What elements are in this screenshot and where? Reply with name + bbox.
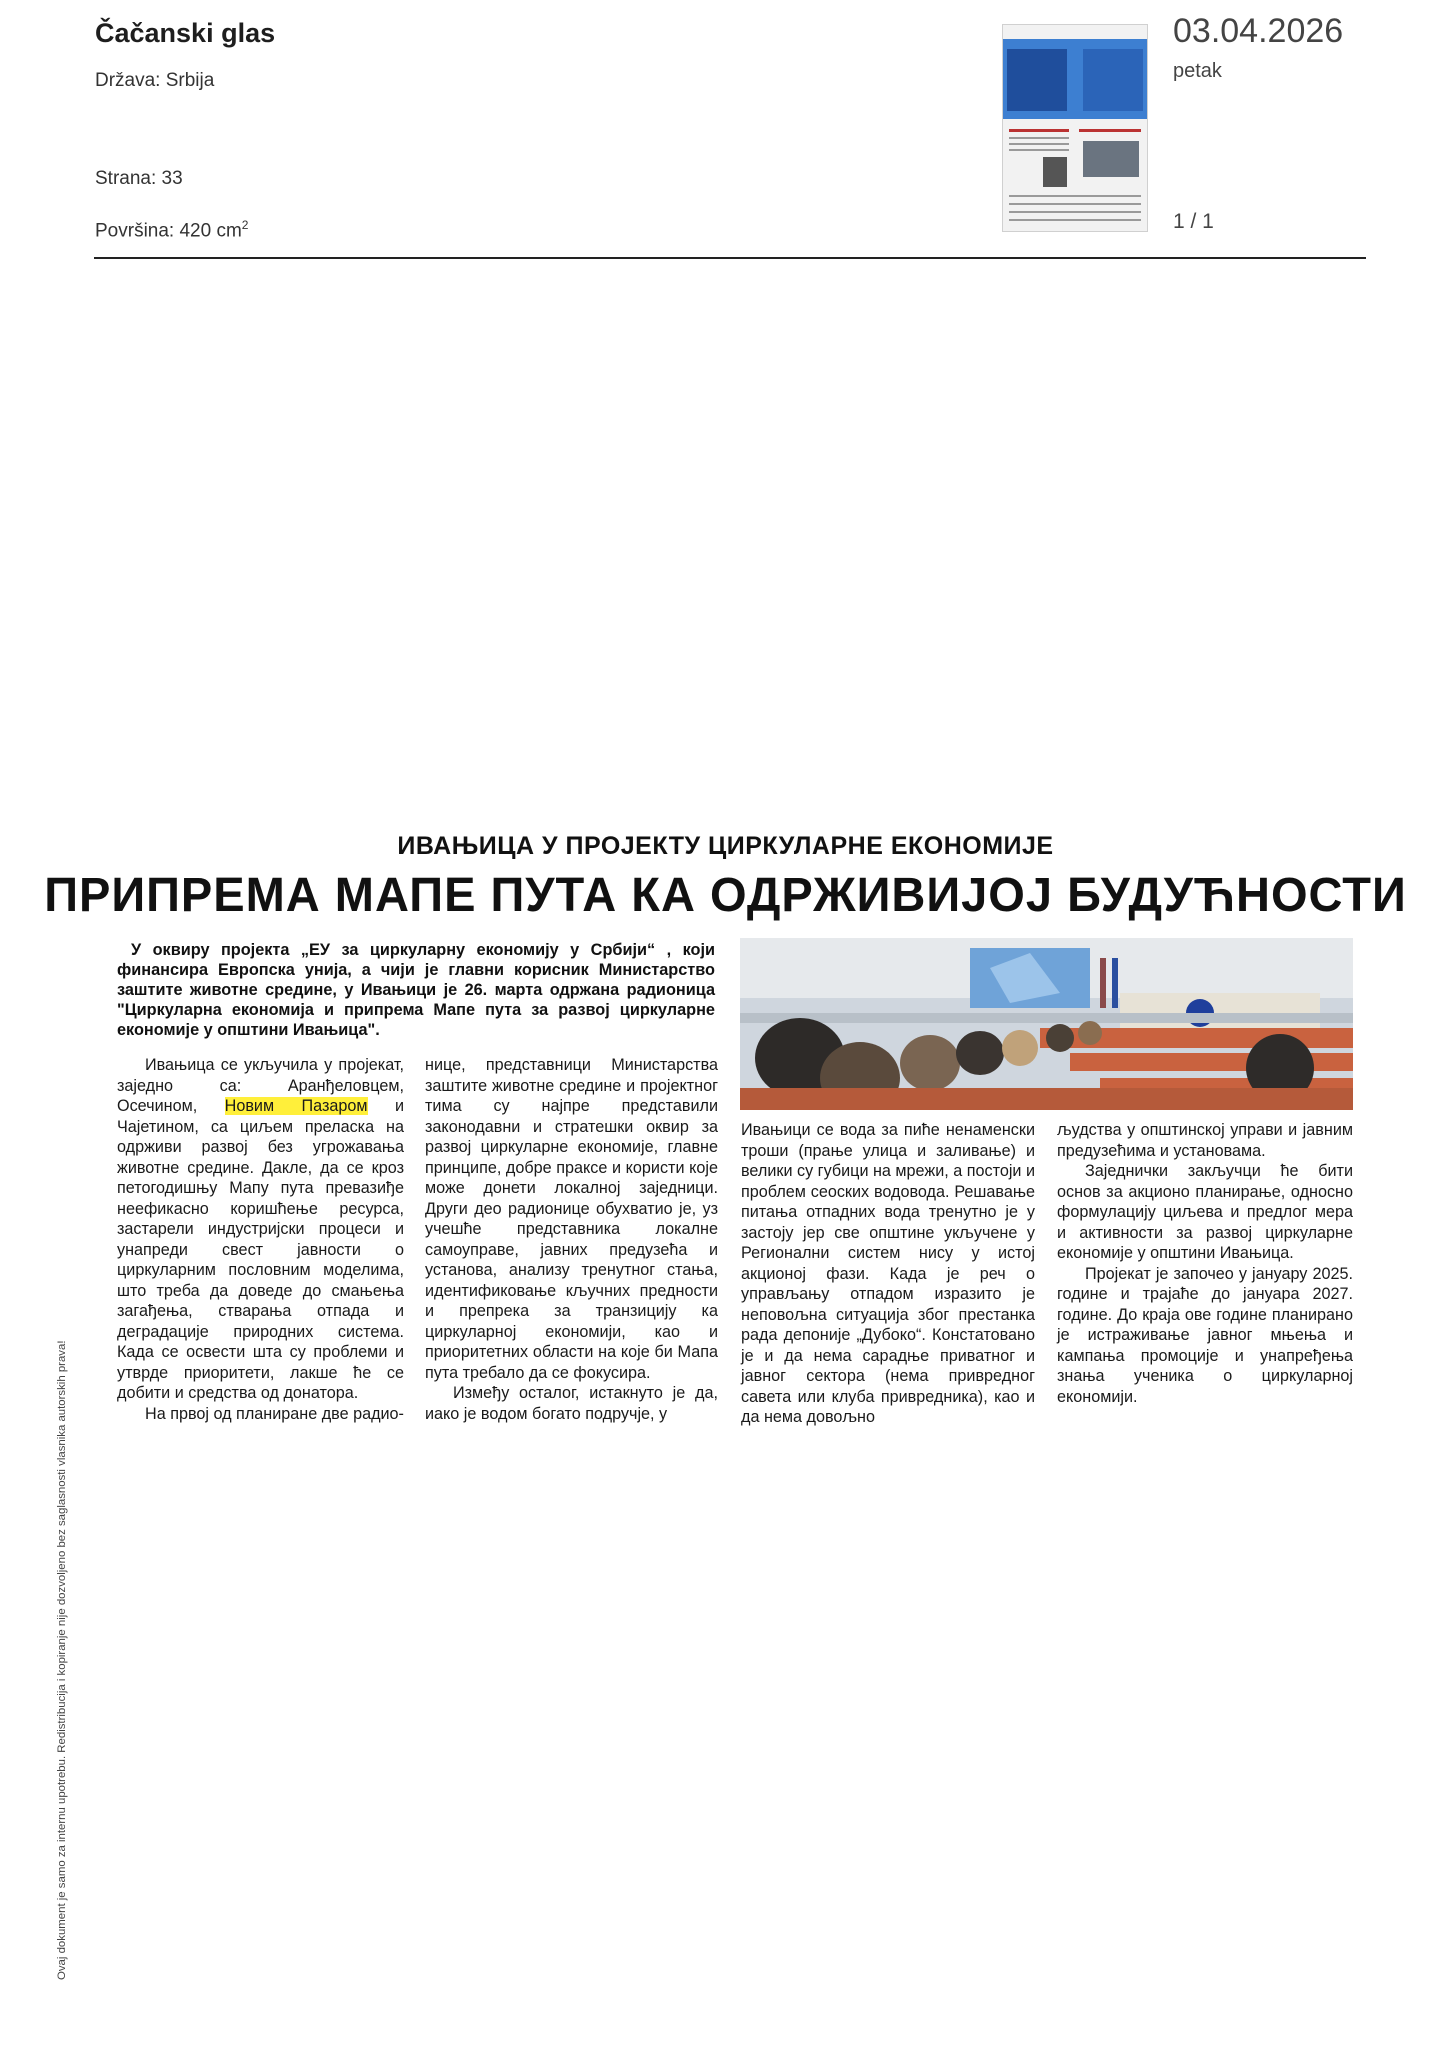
article-lead: У оквиру пројекта „ЕУ за циркуларну економију у Србији“ , који финансира Европска унија, а чији је главни корисник Министарство заштите животне средине, у Ивањици је 26. марта одржана радионица "Циркуларна економија и припрема Мапе пута за развој циркуларне економије у општини Ивањица". <box>117 941 715 1039</box>
highlighted-term: Новим Пазаром <box>224 1097 368 1115</box>
column-1-paragraph-2: На првој од планиране две радио- <box>145 1404 404 1423</box>
area-superscript: 2 <box>241 218 249 232</box>
header-divider <box>94 257 1366 259</box>
page-thumbnail[interactable] <box>1002 24 1148 232</box>
article-column-3 <box>741 1120 1035 1428</box>
thumbnail-banner <box>1003 39 1147 119</box>
article-kicker: ИВАЊИЦА У ПРОЈЕКТУ ЦИРКУЛАРНЕ ЕКОНОМИЈЕ <box>397 832 1054 860</box>
page-label: Strana: 33 <box>95 168 183 189</box>
col1-text-a: Ивањица се укључила у пројекат, заједно са: Аранђеловцем, Осечином, <box>117 1056 404 1115</box>
column-4-paragraph-1: људства у општинској управи и јавним предузећима и установама. <box>1057 1121 1353 1160</box>
column-4-paragraph-2: Заједнички закључци ће бити основ за акционо планирање, односно формулацију циљева и предлог мера и активности за развој циркуларне економије у општини Ивањица. <box>1057 1162 1353 1262</box>
country-label: Država: Srbija <box>95 70 215 91</box>
copyright-notice: Ovaj dokument je samo za internu upotrebu. Redistribucija i kopiranje nije dozvoljeno bez saglasnosti vlasnika autorskih prava! <box>56 1340 68 1980</box>
article-headline: ПРИПРЕМА МАПЕ ПУТА КА ОДРЖИВИЈОЈ БУДУЋНОСТИ <box>44 869 1407 922</box>
article-column-4 <box>1057 1120 1353 1407</box>
column-3-paragraph-1: Ивањици се вода за пиће ненаменски троши (прање улица и заливање) и велики су губици на мрежи, а постоји и проблем сеоских водовода. Решавање питања отпадних вода тренутно је у застоју јер све општине укључене у Регионални систем нису у истој акционој фази. Када је реч о управљању отпадом изразито је неповољна ситуација због престанка рада депоније „Дубоко“. Констатовано је и да нема сарадње приватног и јавног сектора (нема привредног савета или клуба привредника), као и да нема довољно <box>741 1121 1036 1426</box>
page-count: 1 / 1 <box>1173 210 1214 233</box>
column-4-paragraph-3: Пројекат је започео у јануару 2025. године и трајаће до јануара 2027. године. До краја ове године планирано је истраживање јавног мњења и кампања промоције и унапређења знања ученика о циркуларној економији. <box>1057 1264 1353 1406</box>
weekday: petak <box>1173 60 1222 82</box>
article-photo <box>740 938 1353 1110</box>
article-column-1 <box>117 1055 404 1424</box>
publication-date: 03.04.2026 <box>1173 12 1344 50</box>
column-2-paragraph-2: Између осталог, истакнуто је да, иако је водом богато подручје, у <box>425 1384 718 1423</box>
column-2-paragraph-1: нице, представници Министарства заштите животне средине и пројектног тима су најпре представили законодавни и стратешки оквир за развој циркуларне економије, главне принципе, добре праксе и користи које може донети локалној заједници. Други део радионице обухватио је, уз учешће представника локалне самоуправе, јавних предузећа и установа, анализу тренутног стања, идентификовање кључних предности и препрека за транзицију ка циркуларној економији, као и приоритетних области на које би Мапа пута требало да се фокусира. <box>425 1056 718 1382</box>
publication-name: Čačanski glas <box>95 18 276 48</box>
area-text: Površina: 420 cm <box>95 220 242 242</box>
article-column-2 <box>425 1055 718 1424</box>
col1-text-b: и Чајетином, са циљем преласка на одрживи развој без угрожавања животне средине. Дакле, да се кроз петогодишњу Мапу пута превазиђе неефикасно коришћење ресурса, застарели индустријски процеси и унапреди свест јавности о циркуларним пословним моделима, што треба да доведе до смањења загађења, стварања отпада и деградације природних система. Када се освести шта су проблеми и утврде приоритети, лакше ће се добити и средства од донатора. <box>117 1097 404 1402</box>
area-label <box>95 218 248 242</box>
column-1-paragraph-1 <box>117 1055 404 1404</box>
